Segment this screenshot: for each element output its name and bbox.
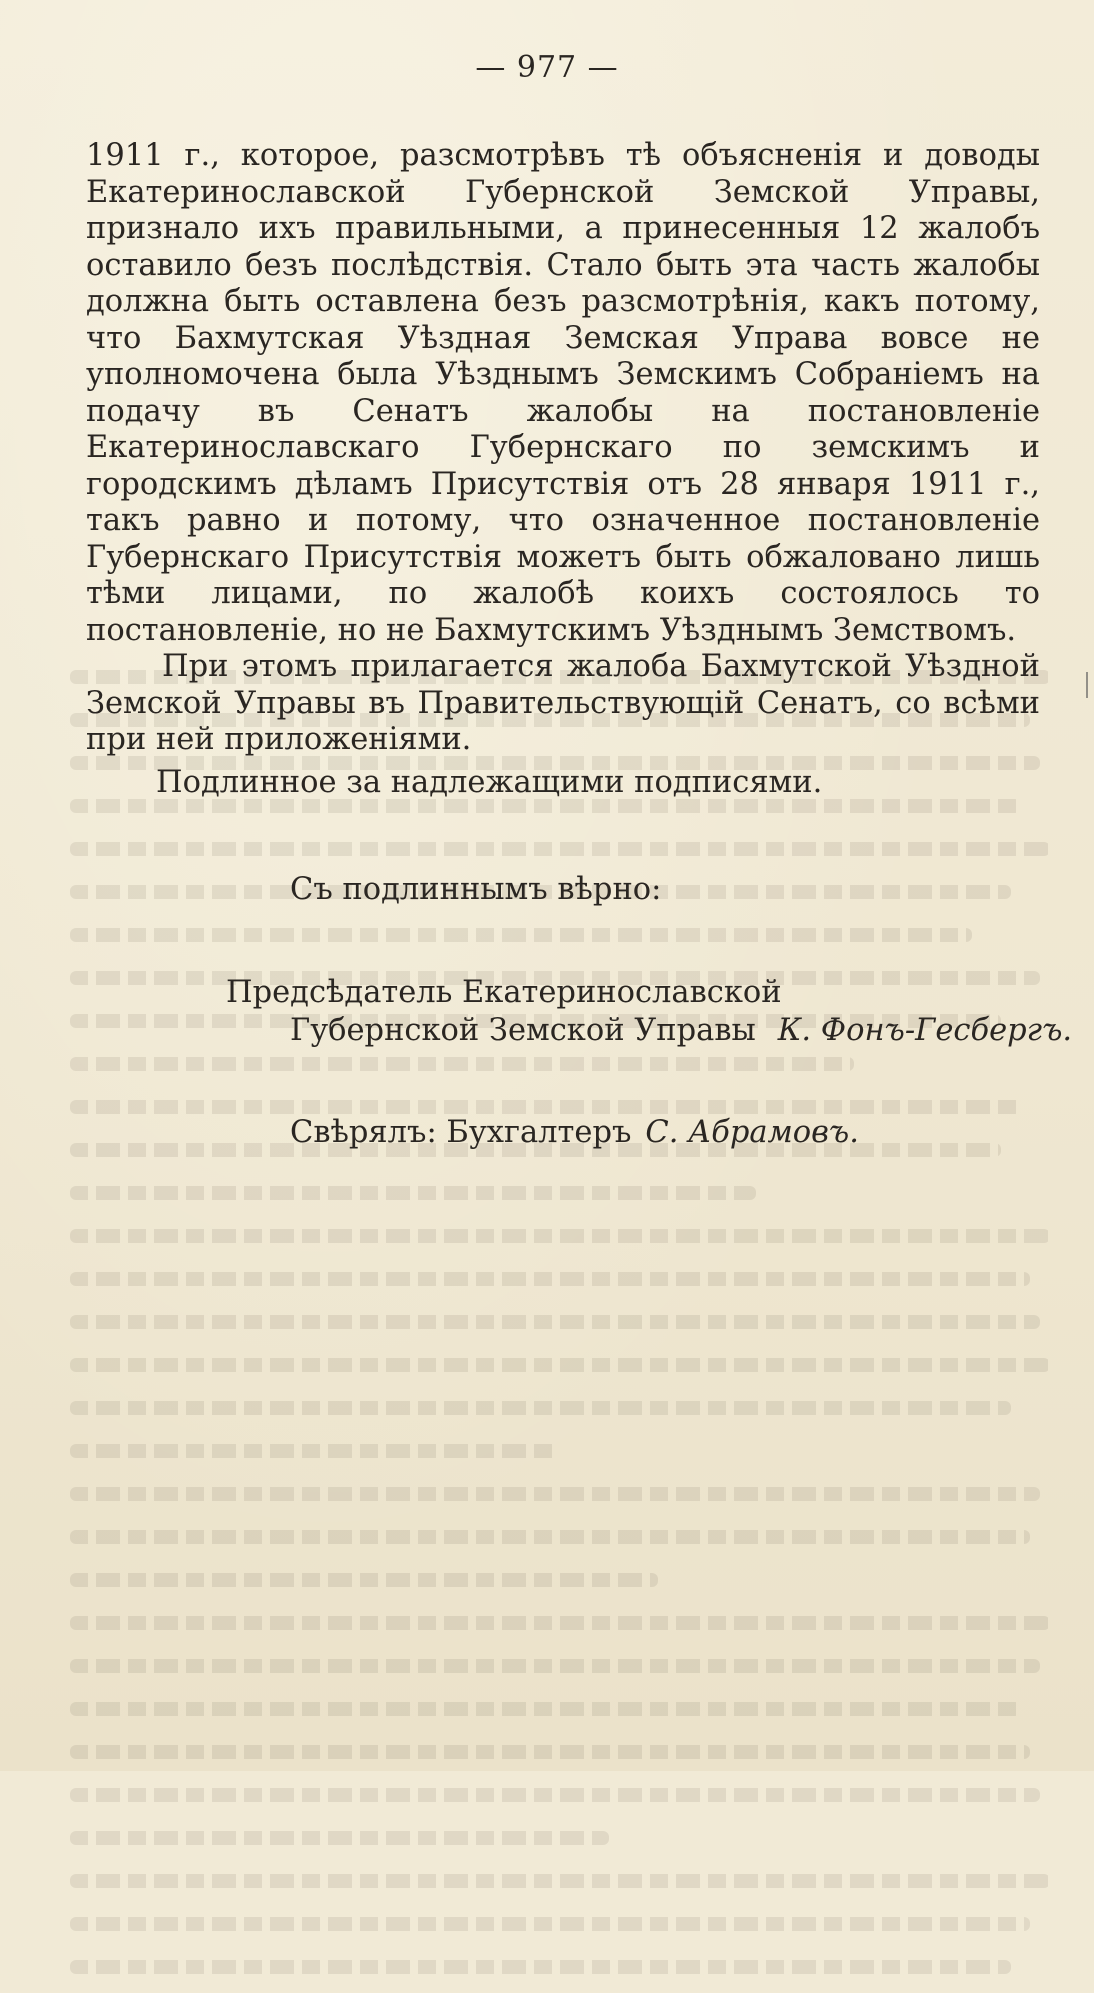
bleed-through-text xyxy=(70,660,1050,1740)
certification-note: Подлинное за надлежащими подписями. xyxy=(156,765,823,800)
checked-by-line xyxy=(290,1115,859,1150)
chairman-title-line-2 xyxy=(290,1013,1072,1048)
checked-by-label: Свѣрялъ: Бухгалтеръ xyxy=(290,1115,632,1150)
body-text xyxy=(86,138,1040,759)
paragraph-2: При этомъ прилагается жалоба Бахмутской Уѣздной Земской Управы въ Правительствующій Сенатъ, со всѣми при ней приложеніями. xyxy=(86,649,1040,757)
verified-note: Съ подлиннымъ вѣрно: xyxy=(290,872,662,907)
paragraph-1: 1911 г., которое, разсмотрѣвъ тѣ объясненія и доводы Екатеринославской Губернской Земской Управы, признало ихъ правильными, а принесенныя 12 жалобъ оставило безъ послѣдствія. Стало быть эта часть жалобы должна быть оставлена безъ разсмотрѣнія, какъ потому, что Бахмутская Уѣздная Земская Управа вовсе не уполномочена была Уѣзднымъ Земскимъ Собраніемъ на подачу въ Сенатъ жалобы на постановленіе Екатеринославскаго Губернскаго по земскимъ и городскимъ дѣламъ Присутствія отъ 28 января 1911 г., такъ равно и потому, что означенное постановленіе Губернскаго Присутствія можетъ быть обжаловано лишь тѣми лицами, по жалобѣ коихъ состоялось то постановленіе, но не Бахмутскимъ Уѣзднымъ Земствомъ. xyxy=(86,138,1040,648)
margin-mark xyxy=(1086,672,1088,698)
chairman-signature: К. Фонъ-Гесбергъ. xyxy=(777,1013,1073,1048)
chairman-title-text: Губернской Земской Управы xyxy=(290,1013,756,1048)
page-number: — 977 — xyxy=(475,50,619,85)
accountant-signature: С. Абрамовъ. xyxy=(645,1115,859,1150)
chairman-title-line-1: Предсѣдатель Екатеринославской xyxy=(226,975,782,1010)
